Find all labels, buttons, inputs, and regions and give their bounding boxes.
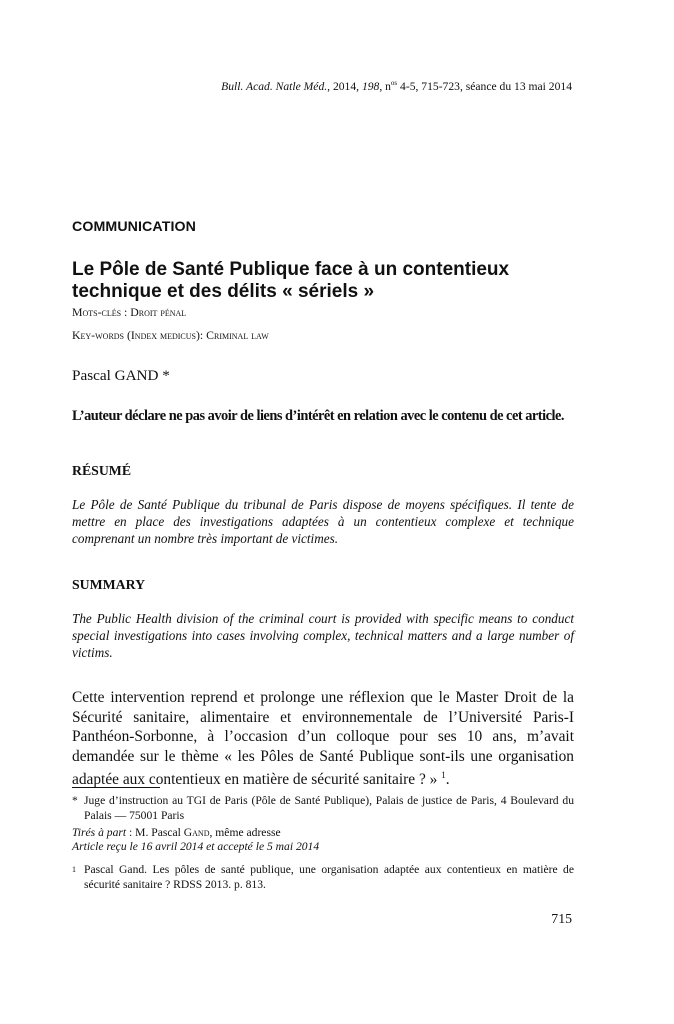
reprints-separator: : M. Pascal	[126, 826, 184, 839]
journal-pages-session: 4-5, 715-723, séance du 13 mai 2014	[397, 79, 572, 93]
body-paragraph: Cette intervention reprend et prolonge une réflexion que le Master Droit de la Sécurité sanitaire, alimentaire et environnementale de l’Université Paris-I Panthéon-Sorbonne, à l’occasion d’un colloque pour ses 10 ans, m’avait demandée sur le thème « les Pôles de Santé Publique sont-ils une organisation adaptée aux contentieux en matière de sécurité sanitaire ? » $^1$.	[72, 689, 574, 789]
reprints-line	[72, 826, 281, 840]
footnote-reference: 1	[441, 770, 446, 780]
article-title-line-2: technique et des délits « sériels »	[72, 281, 375, 302]
page-number: 715	[551, 911, 572, 926]
footnote-1-text: Pascal Gand. Les pôles de santé publique, une organisation adaptée aux contentieux en matière de sécurité sanitaire ? RDSS 2013. p. 813.	[84, 863, 574, 891]
body-paragraph-text: Cette intervention reprend et prolonge une réflexion que le Master Droit de la Sécurité sanitaire, alimentaire et environnementale de l’Université Paris-I Panthéon-Sorbonne, à l’occasion d’un colloque pour ses 10 ans, m’avait demandée sur le thème « les Pôles de Santé Publique sont-ils une organisation adaptée aux contentieux en matière de sécurité sanitaire ? »	[72, 689, 574, 789]
resume-heading: RÉSUMÉ	[72, 463, 132, 478]
journal-numbers-sup: os	[390, 79, 398, 87]
author-name: Pascal GAND *	[72, 367, 170, 384]
journal-volume: 198	[361, 79, 380, 93]
summary-text: The Public Health division of the criminal court is provided with specific means to conduct special investigations into cases involving complex, technical matters and a large number of victims.	[72, 611, 574, 660]
journal-numbers-prefix: , n	[379, 79, 391, 93]
footnote-1	[72, 862, 574, 892]
keywords-french: Mots-clés : Droit pénal	[72, 305, 187, 319]
footnote-author-affiliation	[72, 793, 574, 823]
resume-text: Le Pôle de Santé Publique du tribunal de Paris dispose de moyens spécifiques. Il tente de mettre en place des investigations adaptées à un contentieux complexe et technique comprenant un nombre très important de victimes.	[72, 497, 574, 546]
section-label: COMMUNICATION	[72, 219, 196, 235]
journal-year: , 2014,	[327, 79, 362, 93]
footnote-author-text: Juge d’instruction au TGI de Paris (Pôle de Santé Publique), Palais de justice de Paris, 4 Boulevard du Palais — 75001 Paris	[84, 794, 574, 822]
reprints-label: Tirés à part	[72, 826, 127, 839]
footnote-divider	[72, 787, 160, 788]
journal-header	[221, 79, 572, 93]
footnote-star-mark: *	[72, 794, 78, 807]
summary-heading: SUMMARY	[72, 577, 146, 592]
footnote-1-mark: 1	[72, 865, 76, 874]
article-title	[72, 259, 572, 303]
received-accepted-dates: Article reçu le 16 avril 2014 et accepté le 5 mai 2014	[72, 840, 320, 853]
article-title-line-1: Le Pôle de Santé Publique face à un contentieux	[72, 259, 510, 280]
journal-name: Bull. Acad. Natle Méd.	[221, 79, 328, 93]
reprints-address: , même adresse	[209, 826, 281, 839]
conflict-of-interest-statement: L’auteur déclare ne pas avoir de liens d’intérêt en relation avec le contenu de cet article.	[72, 408, 564, 424]
reprints-name: Gand	[183, 826, 210, 839]
keywords-english: Key-words (Index medicus): Criminal law	[72, 328, 269, 342]
